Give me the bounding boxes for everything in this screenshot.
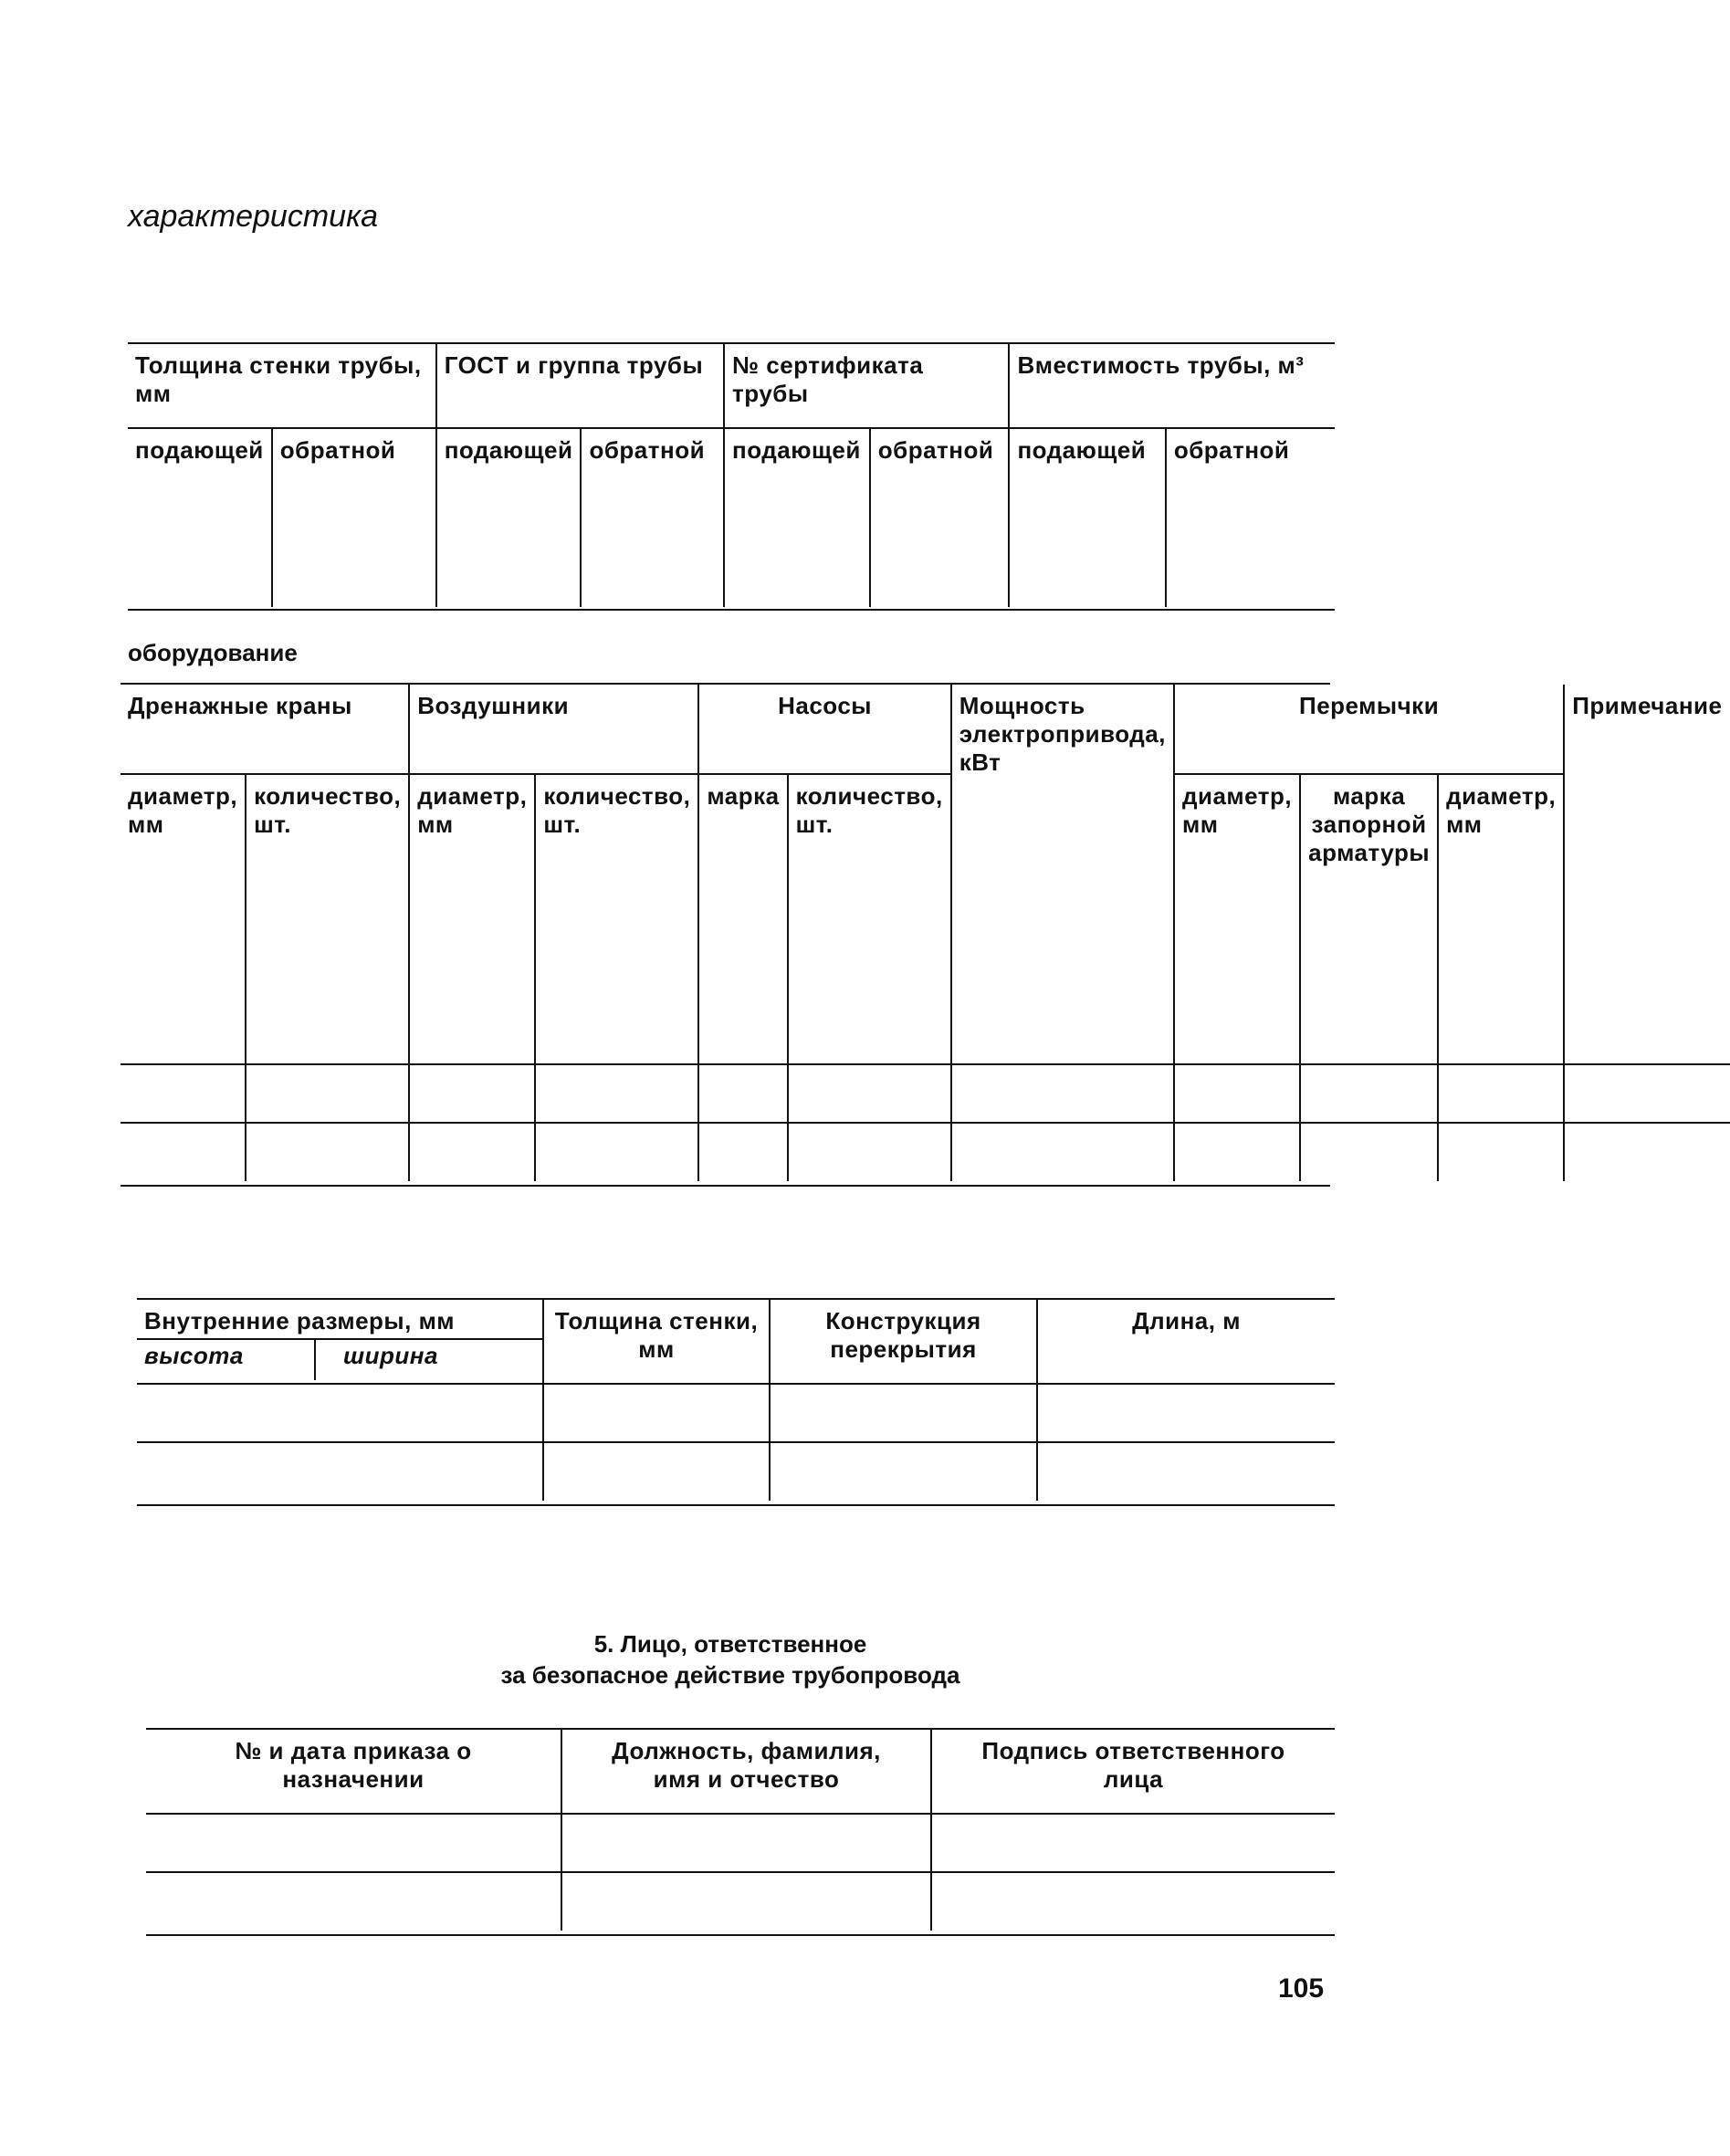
col-notes: Примечание (1564, 685, 1729, 1064)
sub-jumper-diameter-2: диаметр, мм (1438, 774, 1564, 1064)
col-inner-dimensions: Внутренние размеры, мм (144, 1307, 456, 1334)
sub-supply-4: подающей (1009, 428, 1165, 607)
page-heading: характеристика (128, 199, 379, 234)
pipe-table (128, 342, 1335, 607)
sub-drain-diameter: диаметр, мм (128, 782, 238, 838)
table-row (146, 1814, 1335, 1872)
table-row (121, 1064, 1730, 1123)
sub-air-diameter: диаметр, мм (409, 774, 535, 1064)
sub-return-3: обратной (870, 428, 1010, 607)
col-signature: Подпись ответственного лица (931, 1730, 1335, 1814)
equipment-title: оборудование (128, 639, 298, 666)
section-5-title (274, 1628, 1187, 1690)
col-capacity: Вместимость трубы, м³ (1009, 344, 1335, 428)
responsible-table (146, 1728, 1335, 1931)
table-row (146, 1872, 1335, 1931)
section-5-title-line-1: 5. Лицо, ответственное (593, 1630, 867, 1658)
col-order: № и дата приказа о назначении (235, 1737, 472, 1793)
sub-air-quantity: количество, шт. (535, 774, 698, 1064)
channel-table (137, 1298, 1335, 1501)
col-length: Длина, м (1037, 1300, 1335, 1384)
sub-valve-brand: марка запорной арматуры (1300, 774, 1438, 1064)
col-gost-group: ГОСТ и группа трубы (436, 344, 724, 428)
page-number: 105 (1278, 1973, 1325, 2004)
table-row (137, 1384, 1335, 1442)
col-wall-thickness: Толщина стенки трубы, мм (135, 351, 422, 407)
sub-supply-1: подающей (135, 436, 264, 464)
sub-return-1: обратной (272, 428, 436, 607)
col-wall-thickness-channel: Толщина стенки, мм (543, 1300, 770, 1384)
col-air-vents: Воздушники (409, 685, 698, 774)
sub-pump-quantity: количество, шт. (788, 774, 951, 1064)
sub-return-4: обратной (1166, 428, 1335, 607)
col-cover-construction: Конструкция перекрытия (770, 1300, 1037, 1384)
col-pumps: Насосы (698, 685, 950, 774)
sub-return-2: обратной (581, 428, 724, 607)
table-row (121, 1123, 1730, 1181)
col-jumpers: Перемычки (1174, 685, 1564, 774)
sub-drain-quantity: количество, шт. (246, 774, 409, 1064)
sub-supply-2: подающей (436, 428, 582, 607)
col-position-name: Должность, фамилия, имя и отчество (561, 1730, 931, 1814)
equipment-table (121, 683, 1723, 1181)
sub-jumper-diameter-1: диаметр, мм (1174, 774, 1300, 1064)
col-certificate: № сертификата трубы (724, 344, 1009, 428)
sub-supply-3: подающей (724, 428, 870, 607)
section-5-title-line-2: за безопасное действие трубопровода (500, 1661, 960, 1689)
col-drive-power: Мощность электропривода, кВт (951, 685, 1174, 1064)
col-drain-valves: Дренажные краны (128, 692, 352, 719)
sub-height: высота (137, 1340, 316, 1380)
table-row (137, 1442, 1335, 1501)
sub-pump-brand: марка (698, 774, 787, 1064)
sub-width: ширина (343, 1342, 438, 1369)
